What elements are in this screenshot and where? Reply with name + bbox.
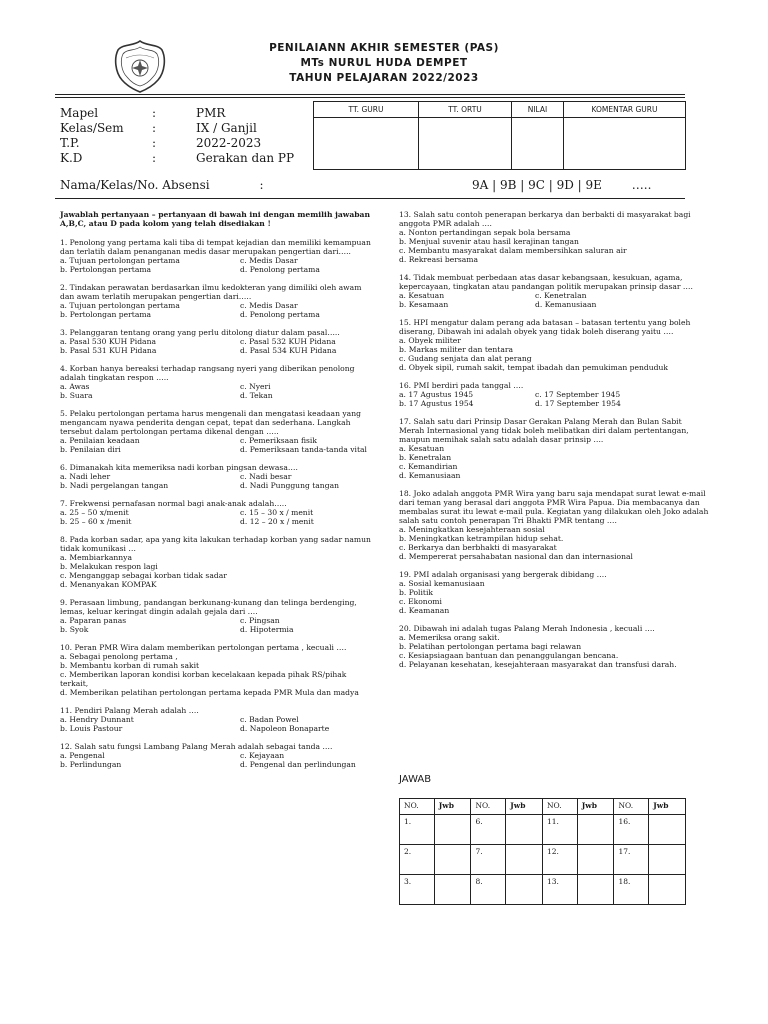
answer-option: c. Membantu masyarakat dalam membersihkan saluran air xyxy=(399,246,627,255)
answer-option: d. Kemanusiaan xyxy=(535,300,597,309)
answer-option: d. Memberikan pelatihan pertolongan pertama kepada PMR Mula dan madya xyxy=(60,688,359,697)
answer-option: d. Mempererat persahabatan nasional dan dan internasional xyxy=(399,552,633,561)
question-text: 12. Salah satu fungsi Lambang Palang Merah adalah sebagai tanda …. xyxy=(60,742,333,751)
question-item xyxy=(399,570,709,615)
question-item xyxy=(60,499,372,526)
answer-cell[interactable] xyxy=(649,845,686,875)
answer-option: c. Kemandirian xyxy=(399,462,458,471)
info-value: PMR xyxy=(196,106,226,120)
question-item xyxy=(399,381,709,408)
answer-option: c. Kenetralan xyxy=(535,291,587,300)
answer-number: 3. xyxy=(400,875,435,905)
school-name: MTs NURUL HUDA DEMPET xyxy=(300,57,468,69)
answer-options xyxy=(60,715,372,733)
answer-option: d. Nadi Punggung tangan xyxy=(240,481,339,490)
question-item xyxy=(60,463,372,490)
question-text: 1. Penolong yang pertama kali tiba di tempat kejadian dan memiliki kemampuan dan terlatih dalam penanganan medis dasar merupakan pengertian dari….. xyxy=(60,238,371,256)
answer-number: 1. xyxy=(400,815,435,845)
answer-options xyxy=(60,472,372,490)
answer-option: a. Penilaian keadaan xyxy=(60,436,140,445)
answer-option: a. Pasal 530 KUH Pidana xyxy=(60,337,157,346)
info-colon: : xyxy=(152,136,157,150)
question-text: 16. PMI berdiri pada tanggal …. xyxy=(399,381,524,390)
answer-number: 7. xyxy=(471,845,506,875)
answer-option: d. Penolong pertama xyxy=(240,265,320,274)
answer-cell[interactable] xyxy=(649,875,686,905)
answer-number: 12. xyxy=(542,845,577,875)
sig-header-guru: TT. GURU xyxy=(314,102,419,118)
answer-header-no: NO. xyxy=(614,799,649,815)
answer-number: 18. xyxy=(614,875,649,905)
answer-option: b. Membantu korban di rumah sakit xyxy=(60,661,200,670)
question-text: 8. Pada korban sadar, apa yang kita lakukan terhadap korban yang sadar namun tidak komunikasi … xyxy=(60,535,371,553)
answer-option: a. Hendry Dunnant xyxy=(60,715,134,724)
answer-number: 11. xyxy=(542,815,577,845)
sig-cell-nilai[interactable] xyxy=(512,118,564,170)
answer-option: d. Rekreasi bersama xyxy=(399,255,479,264)
question-item xyxy=(399,210,709,264)
question-text: 9. Perasaan limbung, pandangan berkunang-kunang dan telinga berdenging, lemas, keluar keringat dingin adalah gejala dari …. xyxy=(60,598,357,616)
academic-year: TAHUN PELAJARAN 2022/2023 xyxy=(289,72,479,84)
answer-option: a. Tujuan pertolongan pertama xyxy=(60,301,180,310)
question-item xyxy=(60,643,372,697)
answer-header-no: NO. xyxy=(400,799,435,815)
header-rule-top xyxy=(55,94,685,95)
question-text: 13. Salah satu contoh penerapan berkarya dan berbakti di masyarakat bagi anggota PMR adalah …. xyxy=(399,210,691,228)
question-item xyxy=(60,328,372,355)
answer-option: c. Nadi besar xyxy=(240,472,292,481)
answer-option: c. Nyeri xyxy=(240,382,271,391)
question-text: 6. Dimanakah kita memeriksa nadi korban pingsan dewasa…. xyxy=(60,463,298,472)
sig-cell-komentar[interactable] xyxy=(564,118,686,170)
sig-header-ortu: TT. ORTU xyxy=(419,102,512,118)
answer-option: b. Suara xyxy=(60,391,93,400)
exam-title: PENILAIANN AKHIR SEMESTER (PAS) xyxy=(269,42,499,54)
answer-cell[interactable] xyxy=(506,815,543,845)
answer-option: c. Medis Dasar xyxy=(240,256,298,265)
question-item xyxy=(60,706,372,733)
answer-option: b. Louis Pastour xyxy=(60,724,123,733)
answer-option: d. Menanyakan KOMPAK xyxy=(60,580,157,589)
question-text: 20. Dibawah ini adalah tugas Palang Merah Indonesia , kecuali …. xyxy=(399,624,655,633)
student-identity-label xyxy=(60,178,264,192)
answer-options xyxy=(60,337,372,355)
question-text: 11. Pendiri Palang Merah adalah …. xyxy=(60,706,199,715)
info-label: Mapel xyxy=(60,106,99,120)
answer-option: a. 25 – 50 x/menit xyxy=(60,508,129,517)
answer-options xyxy=(60,508,372,526)
answer-option: d. Pasal 534 KUH Pidana xyxy=(240,346,337,355)
answer-header-row xyxy=(400,799,686,815)
info-label: Kelas/Sem xyxy=(60,121,124,135)
question-item xyxy=(60,742,372,769)
answer-option: a. Membiarkannya xyxy=(60,553,132,562)
answer-row xyxy=(400,875,686,905)
question-text: 7. Frekwensi pernafasan normal bagi anak-anak adalah….. xyxy=(60,499,287,508)
answer-option: b. Kenetralan xyxy=(399,453,452,462)
answer-option: a. Nonton pertandingan sepak bola bersama xyxy=(399,228,571,237)
answer-option: d. 12 – 20 x / menit xyxy=(240,517,314,526)
answer-option: b. Nadi pergelangan tangan xyxy=(60,481,169,490)
answer-cell[interactable] xyxy=(434,815,471,845)
answer-options xyxy=(399,291,709,309)
answer-option: d. Keamanan xyxy=(399,606,450,615)
answer-option: d. Tekan xyxy=(240,391,273,400)
answer-option: b. Menjual suvenir atau hasil kerajinan tangan xyxy=(399,237,579,246)
answer-option: b. Pertolongan pertama xyxy=(60,310,152,319)
answer-option: c. Medis Dasar xyxy=(240,301,298,310)
answer-option: c. Gudang senjata dan alat perang xyxy=(399,354,532,363)
answer-options xyxy=(60,382,372,400)
question-item xyxy=(60,238,372,274)
info-value: IX / Ganjil xyxy=(196,121,257,135)
answer-option: a. Sosial kemanusiaan xyxy=(399,579,485,588)
answer-option: d. Pengenal dan perlindungan xyxy=(240,760,356,769)
sig-cell-ortu[interactable] xyxy=(419,118,512,170)
answer-option: c. Memberikan laporan kondisi korban kecelakaan kepada pihak RS/pihak terkait, xyxy=(60,670,347,688)
student-colon: : xyxy=(259,178,264,192)
question-item xyxy=(399,318,709,372)
questions-right-column xyxy=(399,210,709,678)
answer-sheet-table xyxy=(399,798,686,905)
answer-row xyxy=(400,815,686,845)
answer-sheet-title: JAWAB xyxy=(399,774,432,785)
sig-cell-guru[interactable] xyxy=(314,118,419,170)
answer-option: a. Pengenal xyxy=(60,751,105,760)
answer-option: a. Sebagai penolong pertama , xyxy=(60,652,178,661)
info-colon: : xyxy=(152,106,157,120)
question-text: 5. Pelaku pertolongan pertama harus mengenali dan mengatasi keadaan yang mengancam nyawa penderita dengan cepat, tepat dan sederhana. Langkah tersebut dalam pertolongan pertama dikenal dengan ….. xyxy=(60,409,361,436)
question-text: 15. HPI mengatur dalam perang ada batasan – batasan tertentu yang boleh diserang, Dibawah ini adalah obyek yang tidak boleh diserang yaitu …. xyxy=(399,318,691,336)
info-colon: : xyxy=(152,151,157,165)
info-value: Gerakan dan PP xyxy=(196,151,295,165)
answer-option: b. Kesamaan xyxy=(399,300,449,309)
answer-option: b. 17 Agustus 1954 xyxy=(399,399,474,408)
answer-option: a. Awas xyxy=(60,382,90,391)
question-item xyxy=(60,364,372,400)
answer-cell[interactable] xyxy=(434,845,471,875)
answer-option: d. 17 September 1954 xyxy=(535,399,621,408)
answer-option: d. Pemeriksaan tanda-tanda vital xyxy=(240,445,367,454)
answer-option: b. Penilaian diri xyxy=(60,445,121,454)
sig-header-nilai: NILAI xyxy=(512,102,564,118)
answer-header-no: NO. xyxy=(471,799,506,815)
answer-option: b. Perlindungan xyxy=(60,760,122,769)
answer-cell[interactable] xyxy=(506,845,543,875)
info-label: T.P. xyxy=(60,136,80,150)
answer-option: d. Penolong pertama xyxy=(240,310,320,319)
answer-options xyxy=(60,751,372,769)
question-item xyxy=(60,598,372,634)
answer-header-jwb: Jwb xyxy=(577,799,614,815)
answer-option: d. Pelayanan kesehatan, kesejahteraan masyarakat dan transfusi darah. xyxy=(399,660,677,669)
answer-option: c. Kesiapsiagaan bantuan dan penanggulangan bencana. xyxy=(399,651,619,660)
question-text: 10. Peran PMR Wira dalam memberikan pertolongan pertama , kecuali …. xyxy=(60,643,347,652)
class-list: 9A | 9B | 9C | 9D | 9E xyxy=(472,178,602,192)
answer-cell[interactable] xyxy=(434,875,471,905)
answer-option: c. Kejayaan xyxy=(240,751,285,760)
question-text: 4. Korban hanya bereaksi terhadap rangsang nyeri yang diberikan penolong adalah tingkatan respon ….. xyxy=(60,364,355,382)
question-item xyxy=(60,283,372,319)
answer-option: b. Markas militer dan tentara xyxy=(399,345,514,354)
answer-option: c. Pasal 532 KUH Pidana xyxy=(240,337,336,346)
student-rule xyxy=(55,198,685,199)
answer-cell[interactable] xyxy=(649,815,686,845)
header-rule-bottom xyxy=(55,97,685,98)
signature-table xyxy=(313,101,686,170)
question-text: 19. PMI adalah organisasi yang bergerak dibidang …. xyxy=(399,570,607,579)
answer-option: d. Obyek sipil, rumah sakit, tempat ibadah dan pemukiman penduduk xyxy=(399,363,668,372)
question-text: 18. Joko adalah anggota PMR Wira yang baru saja mendapat surat lewat e-mail dari teman yang berasal dari anggota PMR Wira Papua. Dia membacanya dan membalas surat itu lewat e-mail pula. Kegiatan yang dilakukan oleh Joko adalah salah satu contoh penerapan Tri Bhakti PMR tentang …. xyxy=(399,489,709,525)
answer-header-jwb: Jwb xyxy=(506,799,543,815)
answer-option: c. Pingsan xyxy=(240,616,280,625)
answer-option: a. Meningkatkan kesejahteraan sosial xyxy=(399,525,545,534)
answer-option: d. Kemanusiaan xyxy=(399,471,461,480)
answer-header-no: NO. xyxy=(542,799,577,815)
answer-number: 13. xyxy=(542,875,577,905)
student-label: Nama/Kelas/No. Absensi xyxy=(60,178,210,192)
question-text: 17. Salah satu dari Prinsip Dasar Gerakan Palang Merah dan Bulan Sabit Merah Internasional yang tidak boleh melibatkan diri dalam pertentangan, maupun memihak salah satu adalah dasar prinsip …. xyxy=(399,417,689,444)
answer-option: b. 25 – 60 x /menit xyxy=(60,517,132,526)
answer-cell[interactable] xyxy=(577,815,614,845)
answer-options xyxy=(60,436,372,454)
answer-option: a. Tujuan pertolongan pertama xyxy=(60,256,180,265)
class-options xyxy=(472,178,651,192)
answer-options xyxy=(399,390,709,408)
answer-option: c. 17 September 1945 xyxy=(535,390,621,399)
info-colon: : xyxy=(152,121,157,135)
instruction-text: Jawablah pertanyaan – pertanyaan di bawah ini dengan memilih jawaban A,B,C, atau D pada kolom yang telah disediakan ! xyxy=(60,210,370,228)
answer-option: a. 17 Agustus 1945 xyxy=(399,390,474,399)
answer-option: a. Kesatuan xyxy=(399,444,445,453)
answer-number: 2. xyxy=(400,845,435,875)
question-text: 2. Tindakan perawatan berdasarkan ilmu kedokteran yang dimiliki oleh awam dan awam terlatih merupakan pengertian dari….. xyxy=(60,283,362,301)
sig-header-komentar: KOMENTAR GURU xyxy=(564,102,686,118)
answer-option: c. Berkarya dan berbhakti di masyarakat xyxy=(399,543,557,552)
answer-option: a. Kesatuan xyxy=(399,291,445,300)
question-item xyxy=(399,417,709,480)
answer-option: b. Pasal 531 KUH Pidana xyxy=(60,346,157,355)
answer-option: b. Meningkatkan ketrampilan hidup sehat. xyxy=(399,534,564,543)
answer-option: b. Pelatihan pertolongan pertama bagi relawan xyxy=(399,642,582,651)
answer-option: b. Pertolongan pertama xyxy=(60,265,152,274)
student-dots: ….. xyxy=(631,178,652,192)
answer-option: c. Ekonomi xyxy=(399,597,442,606)
answer-number: 6. xyxy=(471,815,506,845)
answer-option: d. Hipotermia xyxy=(240,625,294,634)
question-item xyxy=(60,535,372,589)
answer-option: c. Badan Powel xyxy=(240,715,299,724)
answer-options xyxy=(60,616,372,634)
question-item xyxy=(60,409,372,454)
answer-cell[interactable] xyxy=(577,875,614,905)
answer-option: c. 15 – 30 x / menit xyxy=(240,508,314,517)
question-text: 3. Pelanggaran tentang orang yang perlu ditolong diatur dalam pasal….. xyxy=(60,328,340,337)
info-value: 2022-2023 xyxy=(196,136,262,150)
answer-cell[interactable] xyxy=(577,845,614,875)
answer-option: a. Paparan panas xyxy=(60,616,127,625)
question-item xyxy=(399,624,709,669)
answer-option: b. Syok xyxy=(60,625,89,634)
answer-header-jwb: Jwb xyxy=(434,799,471,815)
info-label: K.D xyxy=(60,151,83,165)
answer-number: 8. xyxy=(471,875,506,905)
answer-option: a. Memeriksa orang sakit. xyxy=(399,633,500,642)
answer-row xyxy=(400,845,686,875)
answer-options xyxy=(60,301,372,319)
answer-number: 17. xyxy=(614,845,649,875)
answer-cell[interactable] xyxy=(506,875,543,905)
questions-left-column xyxy=(60,210,372,778)
answer-number: 16. xyxy=(614,815,649,845)
answer-option: b. Politik xyxy=(399,588,434,597)
answer-option: b. Melakukan respon lagi xyxy=(60,562,158,571)
answer-header-jwb: Jwb xyxy=(649,799,686,815)
question-item xyxy=(399,273,709,309)
answer-option: d. Napoleon Bonaparte xyxy=(240,724,330,733)
question-text: 14. Tidak membuat perbedaan atas dasar kebangsaan, kesukuan, agama, kepercayaan, tingkatan atau pandangan politik merupakan prinsip dasar …. xyxy=(399,273,693,291)
answer-options xyxy=(60,256,372,274)
answer-option: a. Nadi leher xyxy=(60,472,111,481)
answer-option: c. Menganggap sebagai korban tidak sadar xyxy=(60,571,227,580)
answer-option: c. Pemeriksaan fisik xyxy=(240,436,317,445)
answer-option: a. Obyek militer xyxy=(399,336,461,345)
question-item xyxy=(399,489,709,561)
